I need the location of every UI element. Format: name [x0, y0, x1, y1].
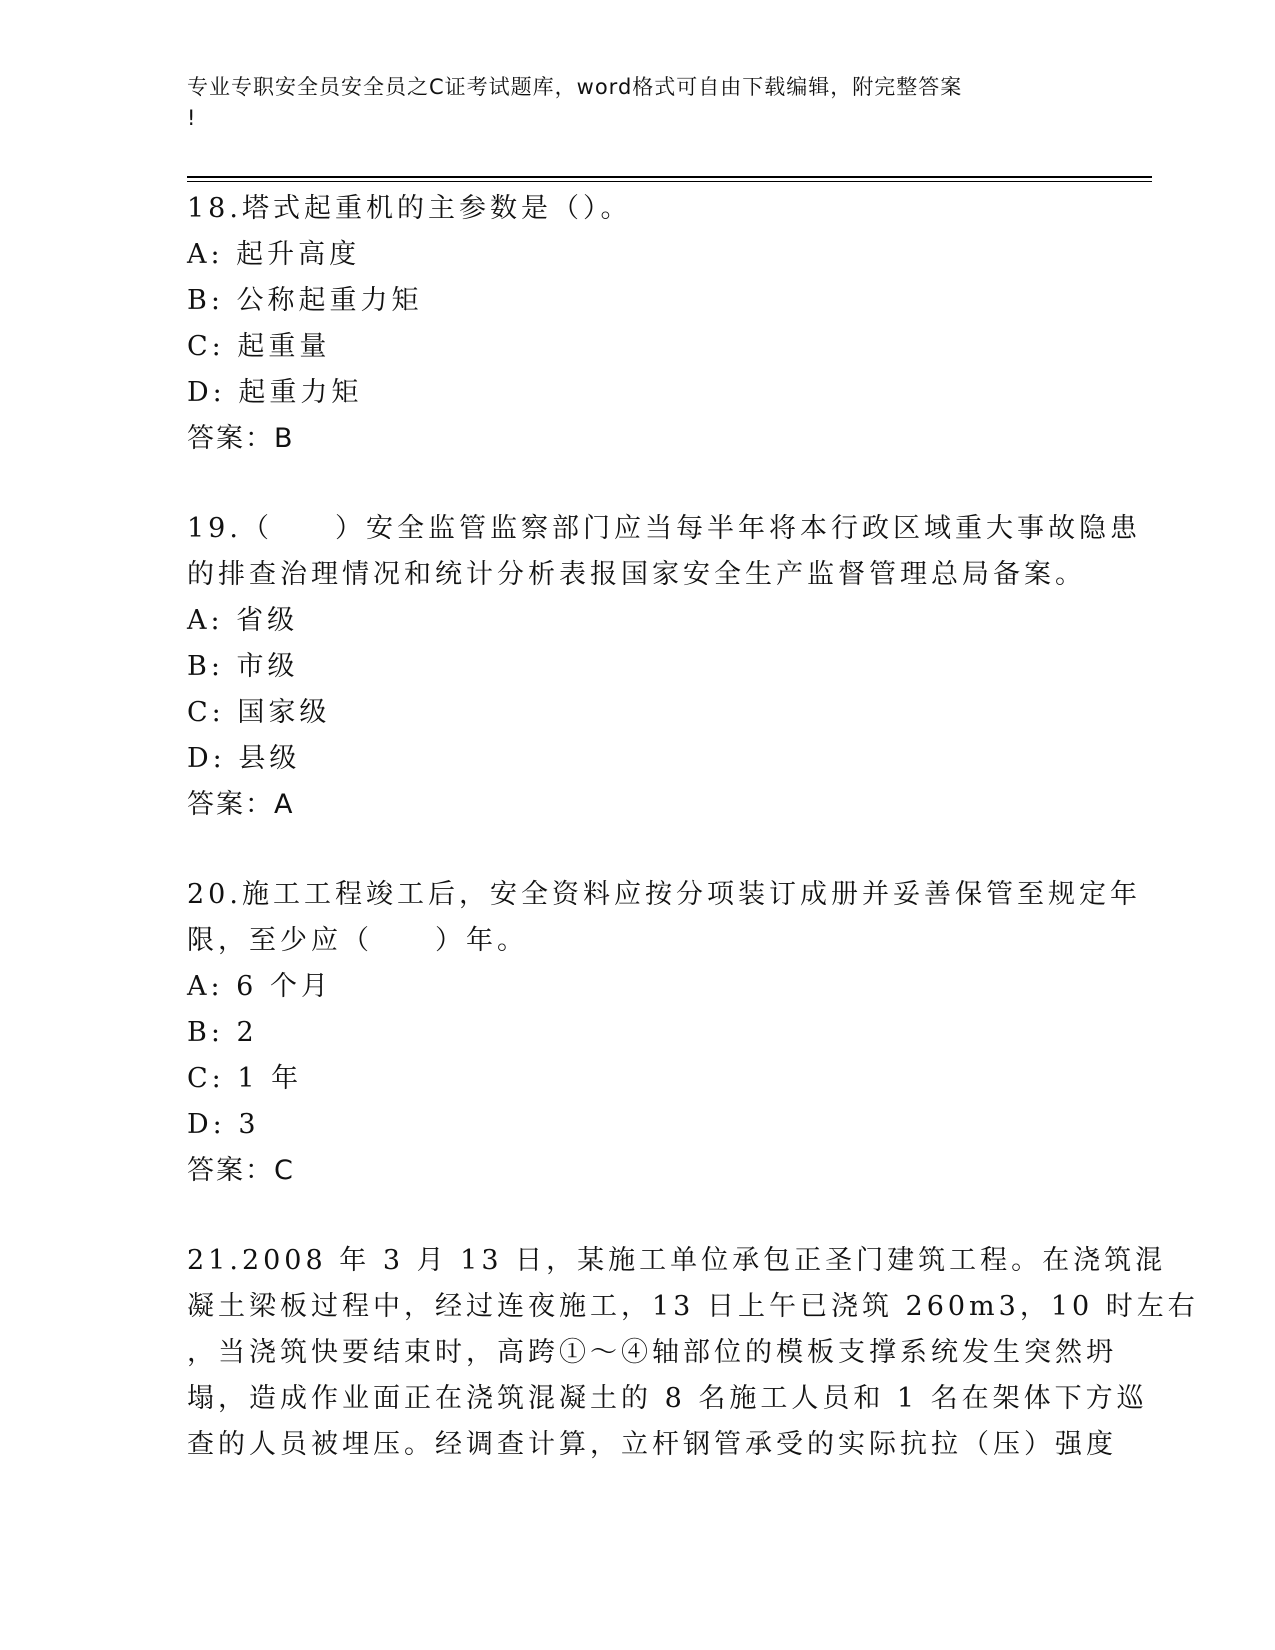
- question-text: ，当浇筑快要结束时，高跨①～④轴部位的模板支撑系统发生突然坍: [187, 1337, 1117, 1368]
- option-d: D: 县级: [187, 743, 301, 774]
- page-header: [187, 72, 1067, 134]
- option-c: C: 起重量: [187, 331, 331, 362]
- option-d: D: 3: [187, 1109, 260, 1140]
- option-b: B: 公称起重力矩: [187, 285, 423, 316]
- question-block: [187, 186, 1067, 462]
- question-text: 的排查治理情况和统计分析表报国家安全生产监督管理总局备案。: [187, 559, 1086, 590]
- option-b: B: 2: [187, 1017, 258, 1048]
- answer-text: 答案：B: [187, 423, 295, 454]
- question-block: [187, 872, 1141, 1194]
- question-text: 塌，造成作业面正在浇筑混凝土的 8 名施工人员和 1 名在架体下方巡: [187, 1383, 1148, 1414]
- question-text: 查的人员被埋压。经调查计算，立杆钢管承受的实际抗拉（压）强度: [187, 1429, 1117, 1460]
- header-divider-thin: [187, 181, 1152, 182]
- option-a: A: 省级: [187, 605, 299, 636]
- question-text: 限，至少应（ ）年。: [187, 925, 528, 956]
- option-c: C: 国家级: [187, 697, 331, 728]
- question-text: 20.施工工程竣工后，安全资料应按分项装订成册并妥善保管至规定年: [187, 879, 1141, 910]
- question-list: [187, 186, 1199, 1468]
- option-a: A: 起升高度: [187, 239, 361, 270]
- question-text: 凝土梁板过程中，经过连夜施工，13 日上午已浇筑 260m3，10 时左右: [187, 1291, 1199, 1322]
- header-divider-thick: [187, 176, 1152, 178]
- question-text: 18.塔式起重机的主参数是（）。: [187, 193, 632, 224]
- option-a: A: 6 个月: [187, 971, 332, 1002]
- option-c: C: 1 年: [187, 1063, 303, 1094]
- answer-text: 答案：C: [187, 1155, 295, 1186]
- question-text: 21.2008 年 3 月 13 日，某施工单位承包正圣门建筑工程。在浇筑混: [187, 1245, 1167, 1276]
- option-d: D: 起重力矩: [187, 377, 363, 408]
- header-text-line2: !: [187, 106, 197, 130]
- question-block: [187, 506, 1141, 828]
- option-b: B: 市级: [187, 651, 299, 682]
- question-block: [187, 1238, 1199, 1468]
- answer-text: 答案：A: [187, 789, 295, 820]
- header-text-line1: 专业专职安全员安全员之C证考试题库，word格式可自由下载编辑，附完整答案: [187, 75, 963, 99]
- question-text: 19.（ ）安全监管监察部门应当每半年将本行政区域重大事故隐患: [187, 513, 1141, 544]
